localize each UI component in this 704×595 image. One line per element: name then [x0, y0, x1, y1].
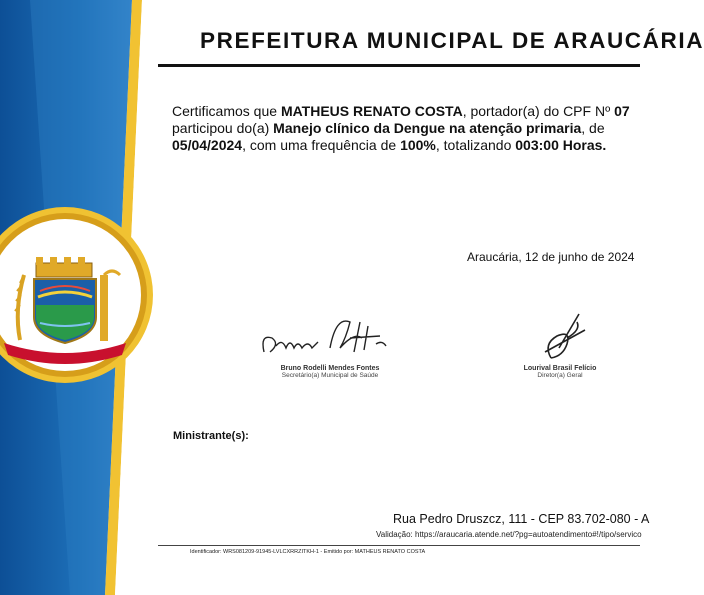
- handwritten-signature: [250, 308, 410, 360]
- city-seal-emblem: [0, 205, 165, 385]
- handwritten-signature: [485, 308, 635, 360]
- signatory-role: Secretário(a) Municipal de Saúde: [281, 372, 379, 379]
- footer-divider: [158, 545, 640, 546]
- header-divider: [158, 64, 640, 67]
- signatory-name: Bruno Rodelli Mendes Fontes: [280, 365, 380, 372]
- certificate-body: [172, 103, 642, 154]
- certificate-text: participou do(a): [172, 120, 274, 136]
- signature-block-director: [485, 308, 635, 379]
- course-date: 05/04/2024: [172, 137, 243, 153]
- certificate-text: , totalizando: [435, 137, 516, 153]
- certificate-text: , com uma frequência de: [242, 137, 401, 153]
- attendance-frequency: 100%: [400, 137, 436, 153]
- validation-link[interactable]: Validação: https://araucaria.atende.net/?pg=autoatendimento#!/tipo/servico: [376, 530, 642, 539]
- ministrante-label: Ministrante(s):: [173, 430, 249, 442]
- signatory-name: Lourival Brasil Felício: [523, 365, 597, 372]
- certificate-text: , de: [581, 120, 605, 136]
- signature-block-secretary: [250, 308, 410, 379]
- certificate-text: , portador(a) do CPF Nº: [462, 103, 615, 119]
- certificate-line-1: [172, 103, 642, 120]
- participant-name: MATHEUS RENATO COSTA: [280, 103, 463, 119]
- issue-date: Araucária, 12 de junho de 2024: [467, 250, 635, 264]
- course-name: Manejo clínico da Dengue na atenção primaria: [273, 120, 582, 136]
- certificate-line-2: [172, 120, 642, 137]
- signatory-role: Diretor(a) Geral: [537, 372, 583, 379]
- document-identifier: Identificador: WRS081209-91945-LVLCXRRZITKH-1 - Emitido por: MATHEUS RENATO COSTA: [190, 549, 426, 555]
- page-title: PREFEITURA MUNICIPAL DE ARAUCÁRIA: [200, 28, 704, 53]
- certificate-text: Certificamos que: [172, 103, 281, 119]
- participant-cpf: 07: [614, 103, 630, 119]
- footer-address: Rua Pedro Druszcz, 111 - CEP 83.702-080 - A: [393, 512, 650, 526]
- total-hours: 003:00 Horas.: [515, 137, 607, 153]
- certificate-line-3: [172, 137, 642, 154]
